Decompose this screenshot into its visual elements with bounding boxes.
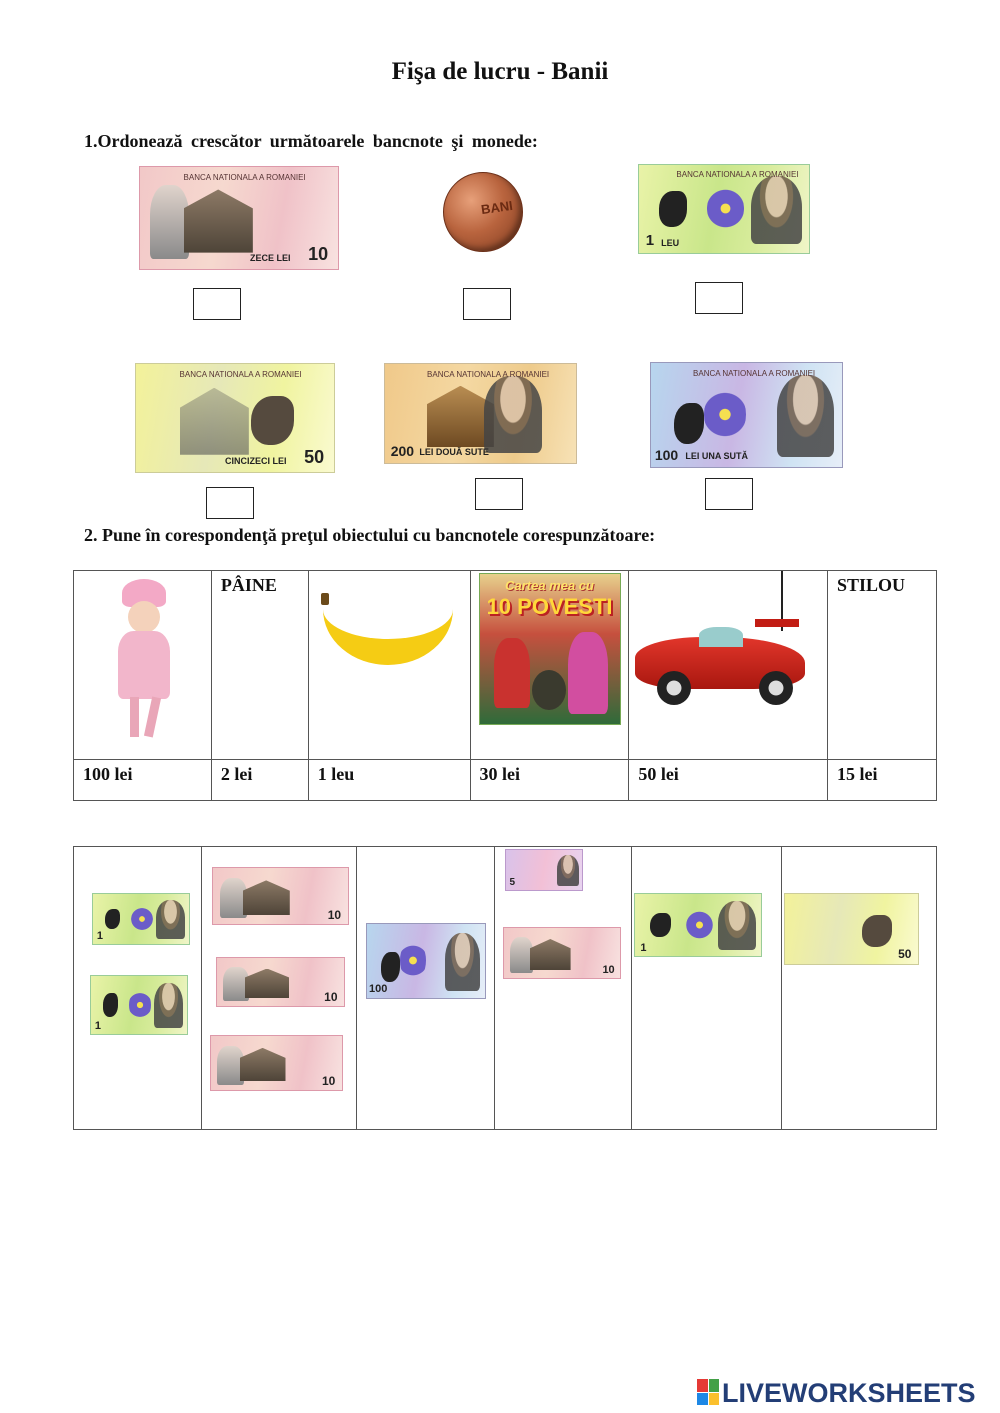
bank-name: BANCA NATIONALA A ROMANIEI xyxy=(427,369,550,379)
bank-name: BANCA NATIONALA A ROMANIEI xyxy=(183,173,306,183)
banknote-1-leu[interactable] xyxy=(92,893,190,945)
note-value: 50 xyxy=(898,947,912,962)
bank-name: BANCA NATIONALA A ROMANIEI xyxy=(676,170,799,180)
money-table xyxy=(73,846,937,1130)
exercise-2-instruction: 2. Pune în corespondenţă preţul obiectului cu bancnotele corespunzătoare: xyxy=(84,525,656,545)
bank-name: BANCA NATIONALA A ROMANIEI xyxy=(693,369,816,379)
mask-icon xyxy=(674,403,705,445)
item-bread-cell[interactable] xyxy=(211,571,308,760)
banknote-50-lei[interactable] xyxy=(784,893,919,965)
note-value: 200 xyxy=(390,443,415,460)
price-cell: 1 leu xyxy=(308,760,470,801)
banknote-portrait-icon xyxy=(777,375,834,456)
price-table xyxy=(73,570,937,801)
answer-box-1[interactable] xyxy=(193,288,241,320)
items-row xyxy=(74,571,937,760)
banana-stem-icon xyxy=(321,593,329,605)
price-cell: 100 lei xyxy=(74,760,212,801)
banknote-10-lei[interactable] xyxy=(503,927,621,979)
price-cell: 15 lei xyxy=(828,760,937,801)
item-book-cell[interactable] xyxy=(470,571,629,760)
banknote-10-lei[interactable] xyxy=(210,1035,343,1091)
banknote-50-lei xyxy=(135,363,335,473)
banknote-100-lei[interactable] xyxy=(366,923,486,999)
exercise-1-instruction: 1.Ordonează crescător următoarele bancnote şi monede: xyxy=(84,131,538,151)
watermark: LIVEWORKSHEETS xyxy=(722,1378,976,1408)
banknote-10-lei[interactable] xyxy=(216,957,345,1007)
money-cell-1[interactable] xyxy=(74,847,202,1130)
doll-icon xyxy=(104,579,184,744)
answer-box-3[interactable] xyxy=(695,282,743,314)
price-cell: 50 lei xyxy=(629,760,828,801)
note-value: 5 xyxy=(509,877,516,889)
prices-row xyxy=(74,760,937,801)
note-word: ZECE LEI xyxy=(249,252,291,263)
note-value: 1 xyxy=(645,232,655,250)
note-word: CINCIZECI LEI xyxy=(224,455,287,466)
banknote-100-lei xyxy=(650,362,843,468)
eagle-icon xyxy=(251,396,295,445)
price-cell: 2 lei xyxy=(211,760,308,801)
banknote-portrait-icon xyxy=(150,185,190,258)
item-doll-cell[interactable] xyxy=(74,571,212,760)
flower-icon xyxy=(707,184,744,232)
storybook-icon xyxy=(479,573,621,725)
note-value: 10 xyxy=(324,990,338,1005)
book-title-big: 10 POVESTI xyxy=(486,594,613,619)
banknote-1-leu[interactable] xyxy=(90,975,188,1035)
banknote-200-lei xyxy=(384,363,577,464)
answer-box-6[interactable] xyxy=(705,478,753,510)
banknote-1-leu xyxy=(638,164,810,254)
house-icon xyxy=(184,189,253,252)
banknote-1-leu[interactable] xyxy=(634,893,762,957)
note-value: 10 xyxy=(321,1073,336,1088)
note-value: 10 xyxy=(602,964,615,976)
flower-icon xyxy=(704,386,746,443)
note-value: 10 xyxy=(327,907,342,922)
item-label: STILOU xyxy=(837,575,906,595)
note-value: 50 xyxy=(304,446,325,467)
answer-box-2[interactable] xyxy=(463,288,511,320)
banknote-portrait-icon xyxy=(751,176,802,245)
note-word: LEI DOUĂ SUTE xyxy=(419,447,489,458)
money-cell-2[interactable] xyxy=(201,847,356,1130)
banknote-10-lei[interactable] xyxy=(212,867,349,925)
item-car-cell[interactable] xyxy=(629,571,828,760)
answer-box-5[interactable] xyxy=(475,478,523,510)
banknote-5-lei[interactable] xyxy=(505,849,583,891)
tower-icon xyxy=(180,388,249,455)
note-value: 100 xyxy=(369,983,388,996)
note-value: 1 xyxy=(94,1019,101,1032)
money-cell-4[interactable] xyxy=(495,847,632,1130)
banknote-10-lei xyxy=(139,166,339,270)
price-cell: 30 lei xyxy=(470,760,629,801)
note-word: LEI UNA SUTĂ xyxy=(685,450,749,461)
note-word: LEU xyxy=(661,237,680,248)
page-title: Fişa de lucru - Banii xyxy=(391,58,609,85)
item-label: PÂINE xyxy=(220,575,277,595)
note-value: 1 xyxy=(96,930,103,942)
note-value: 1 xyxy=(640,941,647,954)
toy-car-icon xyxy=(635,597,807,707)
coin-bani xyxy=(443,172,523,252)
item-banana-cell[interactable] xyxy=(308,571,470,760)
note-value: 10 xyxy=(308,243,329,264)
bank-name: BANCA NATIONALA A ROMANIEI xyxy=(179,370,302,380)
money-cell-6[interactable] xyxy=(782,847,937,1130)
liveworksheets-logo-icon xyxy=(697,1379,719,1405)
money-cell-5[interactable] xyxy=(632,847,782,1130)
answer-box-4[interactable] xyxy=(206,487,254,519)
eagle-icon xyxy=(659,191,686,226)
item-pen-cell[interactable] xyxy=(828,571,937,760)
book-title: Cartea mea cu xyxy=(505,578,594,593)
banana-icon xyxy=(323,595,453,665)
coin-label: BANI xyxy=(480,197,515,217)
note-value: 100 xyxy=(654,446,679,463)
money-cell-3[interactable] xyxy=(356,847,495,1130)
banknote-portrait-icon xyxy=(484,376,541,453)
